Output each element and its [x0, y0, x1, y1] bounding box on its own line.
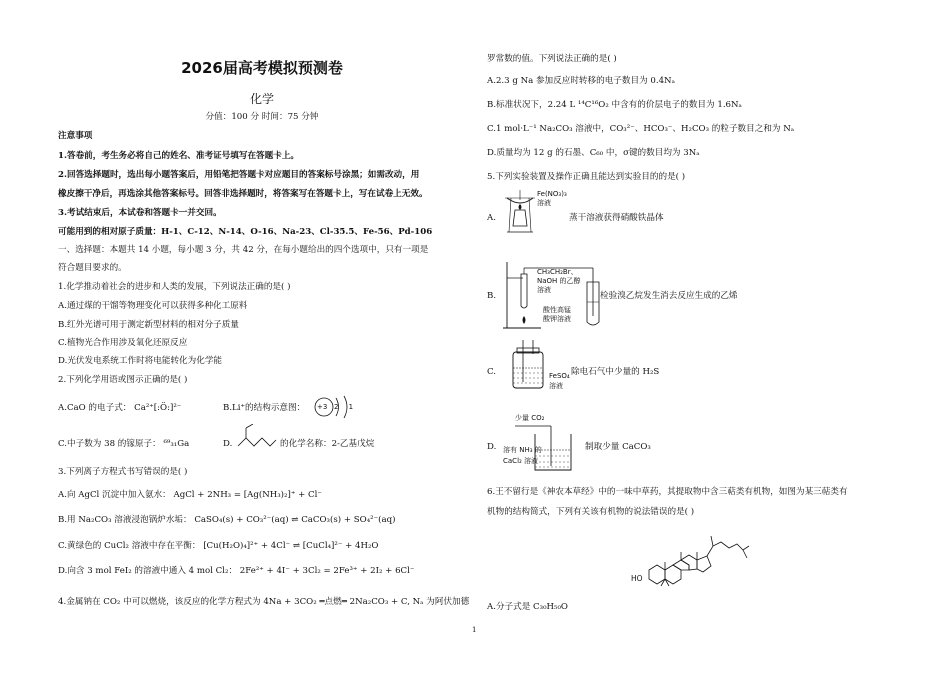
li-nucleus-label: +3 [317, 403, 328, 411]
section-heading: 一、选择题：本题共 14 小题，每小题 3 分，共 42 分，在每小题给出的四个选项中，只有一项是 [58, 245, 429, 255]
q4-stem: 4.金属钠在 CO₂ 中可以燃烧，该反应的化学方程式为 4Na + 3CO₂ ═点燃═ 2Na₂CO₃ + C, Nₐ 为阿伏加德 [58, 597, 470, 607]
q5-d-label: D. [487, 442, 497, 452]
q5-c-reagent: FeSO₄ [549, 372, 570, 380]
q3-option-c: C.黄绿色的 CuCl₂ 溶液中存在平衡： [Cu(H₂O)₄]²⁺ + 4Cl⁻ ⇌ [CuCl₄]²⁻ + 4H₂O [58, 541, 379, 551]
notice-2-cont: 橡皮擦干净后，再选涂其他答案标号。回答非选择题时，将答案写在答题卡上，写在试卷上无效。 [58, 189, 428, 199]
triterpene-structure [637, 522, 787, 588]
notice-2: 2.回答选择题时，选出每小题答案后，用铅笔把答题卡对应题目的答案标号涂黑；如需改动，用 [58, 170, 420, 180]
q5-d-text: 制取少量 CaCO₃ [585, 442, 651, 452]
q2-option-d: 的化学名称：2-乙基戊烷 [280, 439, 375, 449]
q3-option-d: D.向含 3 mol FeI₂ 的溶液中通入 4 mol Cl₂： 2Fe²⁺ + 4I⁻ + 3Cl₂ = 2Fe³⁺ + 2I₂ + 6Cl⁻ [58, 566, 415, 576]
q4-option-c: C.1 mol·L⁻¹ Na₂CO₃ 溶液中，CO₃²⁻、HCO₃⁻、H₂CO₃ 的粒子数目之和为 Nₐ [487, 124, 795, 134]
gas-washing-bottle [509, 340, 547, 390]
page-number: 1 [472, 626, 477, 634]
notice-3: 3.考试结束后，本试卷和答题卡一并交回。 [58, 208, 222, 218]
q6-stem: 6.王不留行是《神农本草经》中的一味中草药，其提取物中含三萜类有机物，如图为某三萜类有 [487, 487, 848, 497]
q5-b-reagent-2: NaOH 的乙醇 [537, 277, 581, 285]
q1-option-d: D.光伏发电系统工作时将电能转化为化学能 [58, 356, 223, 366]
q5-b-reagent-3: 溶液 [537, 286, 551, 294]
exam-meta: 分值：100 分 时间：75 分钟 [205, 112, 319, 122]
q5-d-reagent-2: 溶有 NH₃ 的 [503, 446, 542, 454]
li-shell-label: 2 1 [334, 403, 358, 411]
q4-option-d: D.质量均为 12 g 的石墨、C₆₀ 中，σ键的数目均为 3Nₐ [487, 148, 700, 158]
q4-option-b: B.标准状况下，2.24 L ¹⁴C¹⁶O₂ 中含有的价层电子的数目为 1.6Nₐ [487, 100, 742, 110]
q5-a-label: A. [487, 213, 496, 223]
subject-title: 化学 [249, 92, 274, 106]
q3-option-b: B.用 Na₂CO₃ 溶液浸泡锅炉水垢： CaSO₄(s) + CO₃²⁻(aq) ⇌ CaCO₃(s) + SO₄²⁻(aq) [58, 515, 396, 525]
q5-b-reagent-1: CH₃CH₂Br、 [537, 268, 578, 276]
q5-d-reagent-3: CaCl₂ 溶液 [503, 457, 539, 465]
q2-option-d-prefix: D. [223, 439, 233, 449]
q5-a-reagent-solution: 溶液 [537, 199, 551, 207]
q5-stem: 5.下列实验装置及操作正确且能达到实验目的的是( ) [487, 172, 686, 182]
q1-option-c: C.植物光合作用涉及氧化还原反应 [58, 338, 188, 348]
q1-option-b: B.红外光谱可用于测定新型材料的相对分子质量 [58, 320, 239, 330]
q5-a-reagent: Fe(NO₃)₃ [537, 190, 567, 198]
exam-title: 2026届高考模拟预测卷 [181, 59, 343, 77]
q5-b-reagent-5: 酸钾溶液 [543, 315, 571, 323]
q4-option-a: A.2.3 g Na 参加反应时转移的电子数目为 0.4Nₐ [487, 76, 675, 86]
q5-b-text: 检验溴乙烷发生消去反应生成的乙烯 [600, 291, 738, 301]
q1-stem: 1.化学推动着社会的进步和人类的发展，下列说法正确的是( ) [58, 282, 291, 292]
notice-heading: 注意事项 [58, 131, 93, 141]
q5-b-label: B. [487, 291, 497, 301]
q4-stem-cont: 罗常数的值。下列说法正确的是( ) [487, 54, 617, 64]
q6-option-a: A.分子式是 C₃₀H₅₀O [487, 602, 568, 612]
q2-stem: 2.下列化学用语或图示正确的是( ) [58, 375, 188, 385]
atomic-masses: 可能用到的相对原子质量：H-1、C-12、N-14、O-16、Na-23、Cl-35.5、Fe-56、Pd-106 [58, 227, 433, 237]
evaporating-dish-apparatus [503, 186, 537, 236]
section-heading-cont: 符合题目要求的。 [58, 263, 127, 273]
q5-c-text: 除电石气中少量的 H₂S [571, 367, 660, 377]
q3-stem: 3.下列离子方程式书写错误的是( ) [58, 467, 188, 477]
q2-option-a: A.CaO 的电子式： Ca²⁺[:Ö:]²⁻ [58, 403, 182, 413]
q5-a-text: 蒸干溶液获得硝酸铁晶体 [569, 213, 664, 223]
q6-hydroxyl-label: HO [631, 574, 643, 583]
skeletal-formula [236, 424, 278, 454]
notice-1: 1.答卷前，考生务必将自己的姓名、准考证号填写在答题卡上。 [58, 151, 300, 161]
q6-stem-cont: 机物的结构简式，下列有关该有机物的说法错误的是( ) [487, 507, 695, 517]
q2-option-b: B.Li⁺的结构示意图： [223, 403, 306, 413]
q5-c-label: C. [487, 367, 497, 377]
q5-c-reagent-solution: 溶液 [549, 382, 563, 390]
q1-option-a: A.通过煤的干馏等物理变化可以获得多种化工原料 [58, 301, 248, 311]
q2-option-c: C.中子数为 38 的镓原子： ⁶⁹₃₁Ga [58, 439, 190, 449]
q5-d-reagent: 少量 CO₂ [515, 414, 545, 422]
q3-option-a: A.向 AgCl 沉淀中加入氨水： AgCl + 2NH₃ = [Ag(NH₃)₂]⁺ + Cl⁻ [58, 490, 322, 500]
q5-b-reagent-4: 酸性高锰 [543, 306, 571, 314]
